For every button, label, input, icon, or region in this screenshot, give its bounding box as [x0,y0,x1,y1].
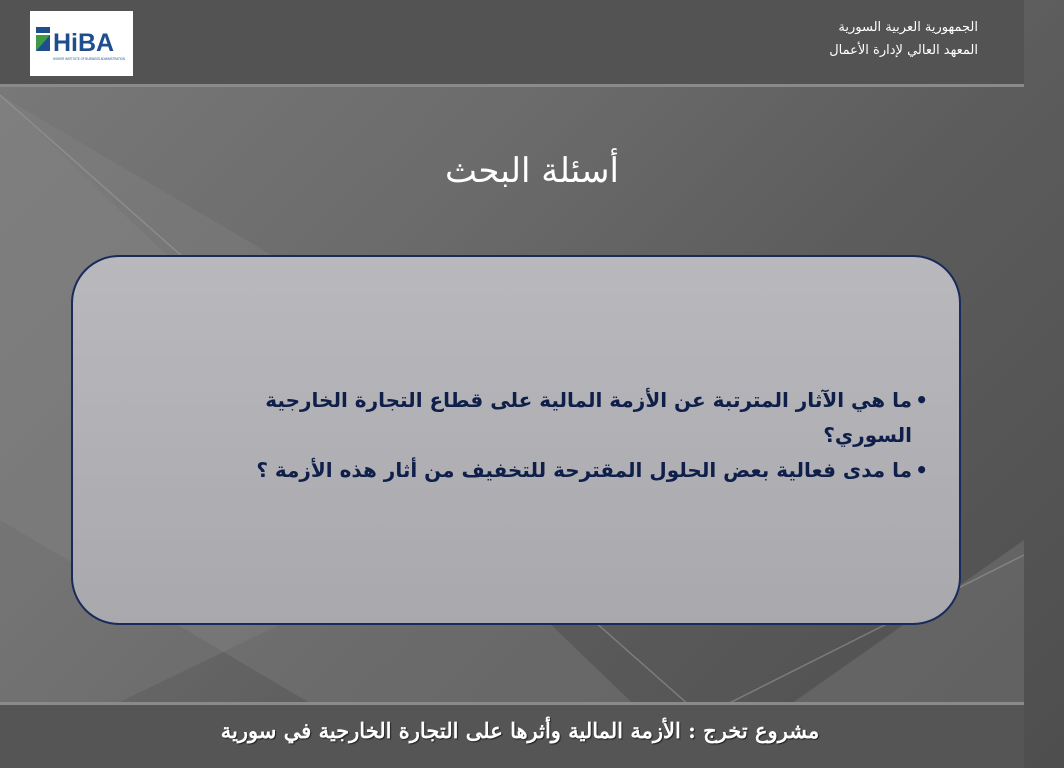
bullet-list [213,383,928,488]
header-line-institute: المعهد العالي لإدارة الأعمال [829,43,978,58]
bullet-dot: • [915,388,928,412]
footer-divider [0,702,1024,705]
institution-header [678,16,978,62]
bullet-text: ما هي الآثار المترتبة عن الأزمة المالية على قطاع التجارة الخارجية السوري؟ [265,388,912,447]
slide-title: أسئلة البحث [445,151,619,191]
logo-subtext: HIGHER INSTITUTE OF BUSINESS ADMINISTRATION [53,57,126,61]
bullet-dot: • [915,458,928,482]
bullet-text: ما مدى فعالية بعض الحلول المقترحة للتخفيف من أثار هذه الأزمة ؟ [256,458,912,482]
logo-wordmark: HiBA [53,29,115,57]
header-line-country: الجمهورية العربية السورية [838,20,978,35]
bullet-item [213,383,928,453]
bullet-item [213,453,928,488]
footer-project-title: مشروع تخرج : الأزمة المالية وأثرها على التجارة الخارجية في سورية [220,718,820,743]
header-divider [0,84,1024,87]
hiba-logo [30,11,133,76]
